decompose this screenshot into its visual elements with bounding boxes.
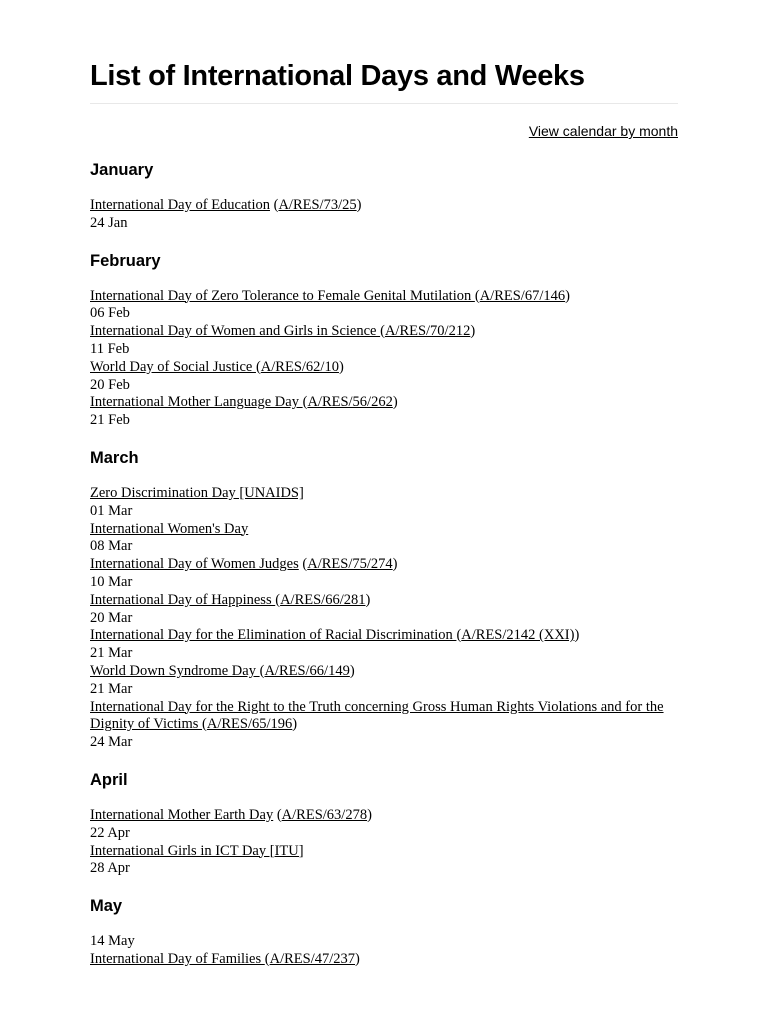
event-link[interactable]: International Day of Zero Tolerance to Female Genital Mutilation <box>90 287 475 304</box>
resolution-link[interactable]: A/RES/62/10 <box>260 358 339 375</box>
event-link[interactable]: World Down Syndrome Day <box>90 662 260 679</box>
list-item <box>90 951 678 969</box>
event-link[interactable]: International Day of Education <box>90 197 270 213</box>
list-item <box>90 556 678 592</box>
event-list <box>90 288 678 430</box>
resolution-link[interactable]: A/RES/70/212 <box>384 323 471 340</box>
event-line: World Day of Social Justice (A/RES/62/10) <box>90 358 344 375</box>
list-item <box>90 521 678 557</box>
event-link[interactable]: International Day of Happiness <box>90 591 276 608</box>
month-list <box>90 160 678 969</box>
event-link[interactable]: International Mother Language Day <box>90 394 303 411</box>
resolution-link[interactable]: A/RES/63/278 <box>281 806 368 823</box>
event-line: International Day of Happiness (A/RES/66/281) <box>90 591 371 608</box>
resolution-link[interactable]: A/RES/73/25 <box>278 197 357 213</box>
event-line <box>90 521 248 537</box>
resolution-link[interactable]: A/RES/66/149 <box>264 662 350 679</box>
event-link[interactable]: International Day of Women Judges <box>90 556 299 573</box>
page-title: List of International Days and Weeks <box>90 0 678 104</box>
event-link[interactable]: International Day of Families <box>90 950 265 967</box>
event-date: 24 Mar <box>90 734 133 751</box>
resolution-link[interactable]: A/RES/75/274 <box>307 556 393 573</box>
event-line <box>90 843 304 859</box>
event-date: 22 Apr <box>90 824 130 841</box>
page-content <box>90 0 678 969</box>
event-link[interactable]: International Day for the Elimination of Racial Discrimination <box>90 627 457 644</box>
event-line: International Day of Families (A/RES/47/237) <box>90 950 360 967</box>
month-section-january <box>90 160 678 233</box>
event-line: International Day of Women Judges (A/RES/75/274) <box>90 556 398 573</box>
event-line <box>90 485 304 501</box>
event-line: International Day for the Elimination of Racial Discrimination (A/RES/2142 (XXI)) <box>90 627 580 644</box>
event-link[interactable]: International Day for the Right to the Truth concerning Gross Human Rights Violations and for the Dignity of Victims <box>90 698 664 733</box>
event-date: 21 Feb <box>90 412 130 429</box>
event-line: International Mother Language Day (A/RES/56/262) <box>90 394 398 411</box>
event-date: 08 Mar <box>90 538 133 555</box>
list-item <box>90 288 678 324</box>
event-date: 20 Feb <box>90 376 130 393</box>
month-heading: February <box>90 251 161 270</box>
list-item <box>90 592 678 628</box>
view-calendar-link[interactable]: View calendar by month <box>528 123 678 139</box>
month-heading: April <box>90 770 128 789</box>
event-link[interactable]: International Day of Women and Girls in Science <box>90 323 381 340</box>
event-line: International Day for the Right to the Truth concerning Gross Human Rights Violations and for the Dignity of Victims (A/RES/65/196) <box>90 698 664 733</box>
event-link[interactable]: International Mother Earth Day <box>90 806 274 823</box>
resolution-link[interactable]: A/RES/56/262 <box>307 394 393 411</box>
event-line: International Mother Earth Day (A/RES/63/278) <box>90 806 372 823</box>
month-heading: May <box>90 897 123 916</box>
event-list <box>90 933 678 969</box>
list-item <box>90 807 678 843</box>
list-item <box>90 663 678 699</box>
month-section-april <box>90 770 678 878</box>
event-date: 10 Mar <box>90 573 133 590</box>
event-date: 21 Mar <box>90 645 133 662</box>
event-line: International Day of Women and Girls in Science (A/RES/70/212) <box>90 323 476 340</box>
event-date: 01 Mar <box>90 502 133 519</box>
list-item <box>90 843 678 879</box>
resolution-link[interactable]: A/RES/67/146 <box>479 287 566 304</box>
resolution-link[interactable]: A/RES/2142 (XXI) <box>461 627 575 644</box>
event-date: 06 Feb <box>90 305 130 322</box>
event-date: 24 Jan <box>90 214 128 231</box>
month-section-february <box>90 251 678 430</box>
event-line: International Day of Education (A/RES/73/25) <box>90 197 362 213</box>
resolution-link[interactable]: A/RES/66/281 <box>280 591 366 608</box>
event-date: 20 Mar <box>90 609 133 626</box>
list-item <box>90 394 678 430</box>
list-item <box>90 627 678 663</box>
event-link[interactable]: Zero Discrimination Day [UNAIDS] <box>90 484 304 501</box>
event-date: 21 Mar <box>90 680 133 697</box>
event-list <box>90 197 678 233</box>
month-heading: March <box>90 448 139 467</box>
event-list <box>90 807 678 878</box>
event-date: 14 May <box>90 933 135 950</box>
month-section-may <box>90 896 678 969</box>
list-item <box>90 197 678 233</box>
list-item <box>90 699 678 752</box>
month-section-march <box>90 448 678 752</box>
event-date: 11 Feb <box>90 340 130 357</box>
event-link[interactable]: International Women's Day <box>90 520 249 537</box>
list-item <box>90 323 678 359</box>
resolution-link[interactable]: A/RES/65/196 <box>206 716 293 733</box>
event-line: International Day of Zero Tolerance to Female Genital Mutilation (A/RES/67/146) <box>90 287 570 304</box>
event-link[interactable]: World Day of Social Justice <box>90 358 256 375</box>
resolution-link[interactable]: A/RES/47/237 <box>269 950 356 967</box>
event-list <box>90 485 678 752</box>
event-link[interactable]: International Girls in ICT Day [ITU] <box>90 842 304 859</box>
calendar-link-row <box>90 123 678 143</box>
event-date: 28 Apr <box>90 860 130 877</box>
list-item <box>90 485 678 521</box>
event-line: World Down Syndrome Day (A/RES/66/149) <box>90 662 355 679</box>
list-item <box>90 359 678 395</box>
month-heading: January <box>90 161 154 179</box>
